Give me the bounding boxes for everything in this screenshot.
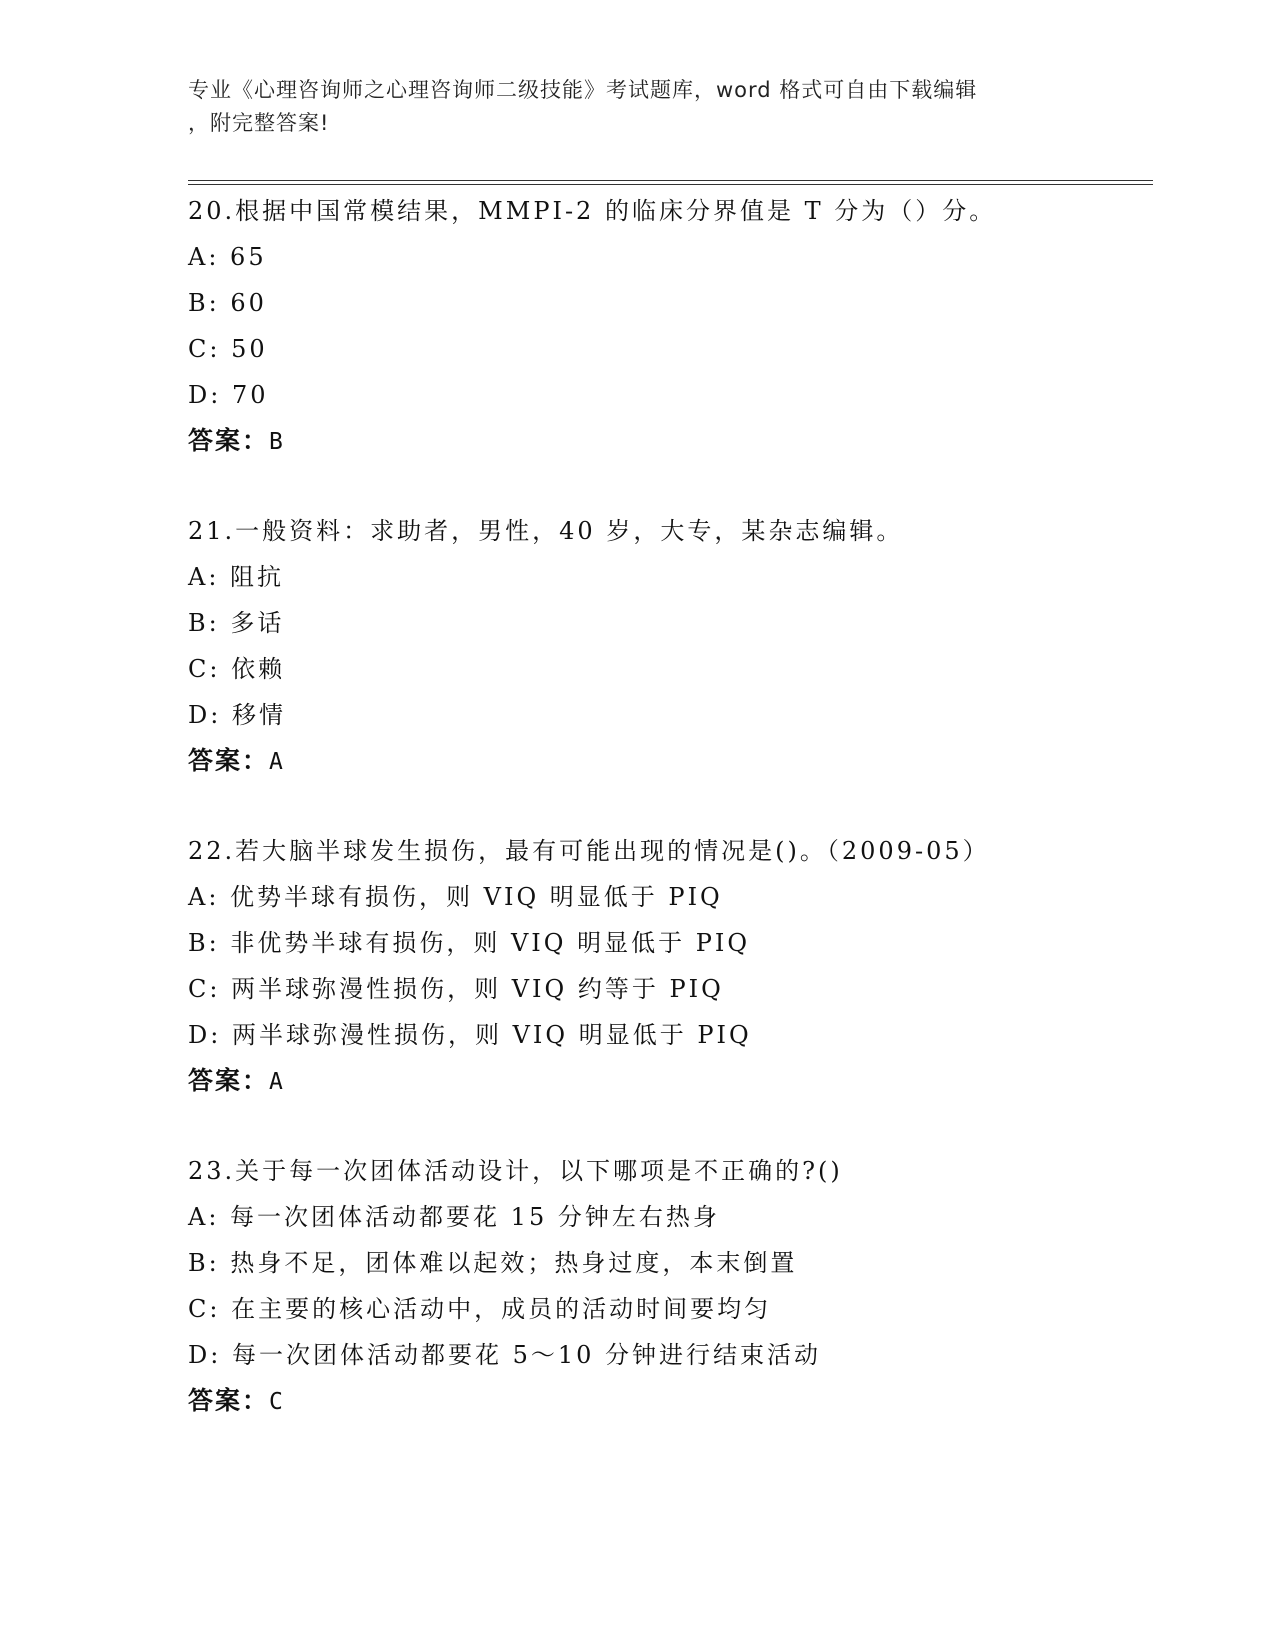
option-c: C: 依赖 — [188, 655, 286, 683]
option-c: C: 在主要的核心活动中，成员的活动时间要均匀 — [188, 1295, 772, 1323]
option-c: C: 50 — [188, 335, 268, 363]
question-23 — [188, 1148, 1148, 1424]
option-d: D: 两半球弥漫性损伤，则 VIQ 明显低于 PIQ — [188, 1021, 752, 1049]
answer-line — [188, 1378, 1148, 1424]
answer-separator: ： — [242, 1066, 270, 1095]
option-b: B: 非优势半球有损伤，则 VIQ 明显低于 PIQ — [188, 929, 751, 957]
answer-label: 答案 — [188, 1386, 243, 1415]
option-b: B: 热身不足，团体难以起效；热身过度，本末倒置 — [188, 1249, 798, 1277]
question-title: 20.根据中国常模结果，MMPI-2 的临床分界值是 T 分为（）分。 — [188, 197, 997, 225]
option-b: B: 60 — [188, 289, 267, 317]
answer-separator: ： — [242, 746, 270, 775]
header-line-1: 专业《心理咨询师之心理咨询师二级技能》考试题库，word 格式可自由下载编辑 — [188, 78, 978, 102]
question-20 — [188, 188, 1148, 464]
option-d: D: 每一次团体活动都要花 5～10 分钟进行结束活动 — [188, 1341, 822, 1369]
question-title: 22.若大脑半球发生损伤，最有可能出现的情况是()。（2009-05） — [188, 837, 990, 865]
option-a: A: 优势半球有损伤，则 VIQ 明显低于 PIQ — [188, 883, 723, 911]
option-a: A: 每一次团体活动都要花 15 分钟左右热身 — [188, 1203, 720, 1231]
document-header — [188, 74, 1088, 140]
answer-value: B — [269, 429, 283, 455]
answer-label: 答案 — [188, 746, 243, 775]
answer-separator: ： — [242, 1386, 270, 1415]
answer-value: A — [269, 1069, 283, 1095]
answer-label: 答案 — [188, 426, 243, 455]
header-divider-bottom — [188, 184, 1153, 185]
question-21 — [188, 508, 1148, 784]
option-c: C: 两半球弥漫性损伤，则 VIQ 约等于 PIQ — [188, 975, 724, 1003]
header-line-2: ，附完整答案! — [188, 111, 330, 135]
question-title: 21.一般资料：求助者，男性，40 岁，大专，某杂志编辑。 — [188, 517, 904, 545]
option-d: D: 70 — [188, 381, 269, 409]
answer-separator: ： — [242, 426, 270, 455]
question-title: 23.关于每一次团体活动设计，以下哪项是不正确的?() — [188, 1157, 843, 1185]
option-a: A: 阻抗 — [188, 563, 285, 591]
option-b: B: 多话 — [188, 609, 285, 637]
question-22 — [188, 828, 1148, 1104]
answer-line — [188, 1058, 1148, 1104]
answer-value: C — [269, 1389, 283, 1415]
answer-line — [188, 418, 1148, 464]
header-divider-top — [188, 180, 1153, 181]
answer-label: 答案 — [188, 1066, 243, 1095]
option-a: A: 65 — [188, 243, 267, 271]
option-d: D: 移情 — [188, 701, 286, 729]
answer-line — [188, 738, 1148, 784]
answer-value: A — [269, 749, 283, 775]
